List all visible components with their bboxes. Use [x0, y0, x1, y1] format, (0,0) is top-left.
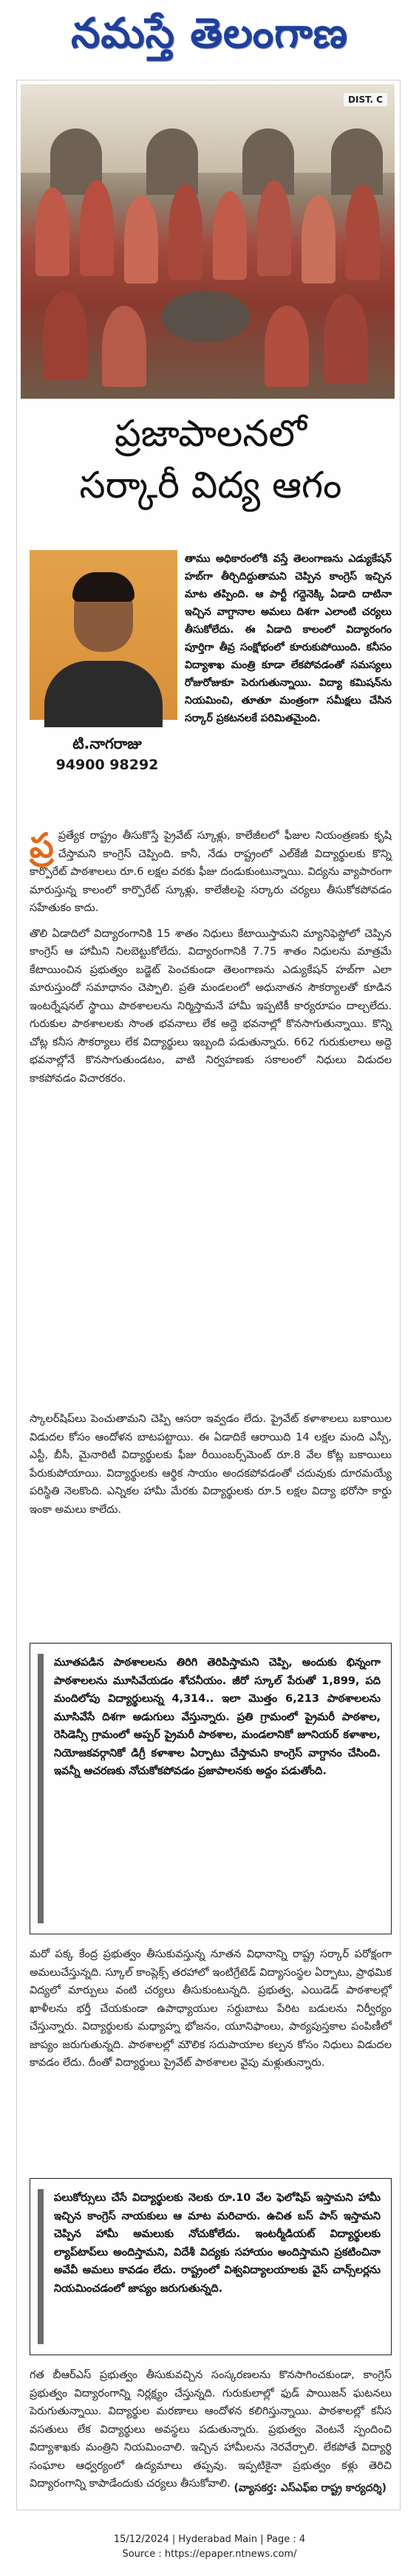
drop-cap: ప్ర [30, 825, 54, 865]
paragraph-1 [30, 827, 392, 918]
highlight-box-2-text: పలుకోర్సులు చేసే విద్యార్థులకు నెలకు రూ.10 వేల ఫెలోషిప్ ఇస్తామని హామీ ఇచ్చిన కాంగ్రెస్ నాయకులు ఆ మాట మరిచారు. ఉచిత బస్ పాస్ ఇస్తామని చెప్పిన హామీ అమలుకు నోచుకోలేదు. ఇంటర్మీడియట్ విద్యార్థులకు ల్యాప్‌టాప్‌లు అందిస్తామని, విదేశీ విద్యకు సహాయం అందిస్తామని ప్రకటించినా అవేవీ అమలు కావడం లేదు. రాష్ట్రంలో విశ్వవిద్యాలయాలకు వైస్ చాన్స్‌లర్లను నియమించడంలో జాప్యం జరుగుతున్నది. [54, 2192, 381, 2295]
author-portrait [30, 550, 177, 720]
footer-source-line: Source : https://epaper.ntnews.com/ [122, 2549, 297, 2560]
body-column-1 [30, 827, 392, 1403]
highlight-bar [38, 1654, 44, 1923]
author-phone: 94900 98292 [55, 757, 159, 773]
paragraph-closing: గత బీఆర్‌ఎస్ ప్రభుత్వం తీసుకువచ్చిన సంస్కరణలను కొనసాగించకుండా, కాంగ్రెస్ ప్రభుత్వం విద్యారంగాన్ని నిర్లక్ష్యం చేస్తున్నది. గురుకులాల్లో ఫుడ్ పాయిజన్ ఘటనలు పెరుగుతున్నాయి. విద్యార్థుల మరణాలు ఆందోళన కలిగిస్తున్నాయి. పాఠశాలల్లో కనీస వసతులు లేక విద్యార్థులు అవస్థలు పడుతున్నారు. ప్రభుత్వం వెంటనే స్పందించి విద్యాశాఖకు మంత్రిని నియమించాలి. ఇచ్చిన హామీలను నెరవేర్చాలి. లేకపోతే విద్యార్థి సంఘాల ఆధ్వర్యంలో ఉద్యమాలు తప్పవు. ఇప్పటికైనా ప్రభుత్వం కళ్లు తెరిచి విద్యారంగాన్ని కాపాడేందుకు చర్యలు తీసుకోవాలి. [30, 2369, 392, 2490]
paragraph-2: తొలి ఏడాదిలో విద్యారంగానికి 15 శాతం నిధులు కేటాయిస్తామని మ్యానిఫెస్టోలో చెప్పిన కాంగ్రెస్ ఆ హామీని నిలబెట్టుకోలేదు. విద్యారంగానికి 7.75 శాతం నిధులను మాత్రమే కేటాయించిన ప్రభుత్వం బడ్జెట్ పెంచకుండా తెలంగాణను ఎడ్యుకేషన్ హబ్‌గా ఎలా మారుస్తుందో సమాధానం చెప్పాలి. ప్రతి మండలంలో అధునాతన సౌకర్యాలతో కూడిన ఇంటర్నేషనల్ స్థాయి పాఠశాలలను నిర్మిస్తామనే హామీ ఇప్పటికీ కార్యరూపం దాల్చలేదు. గురుకుల పాఠశాలలకు సొంత భవనాలు లేక అద్దె భవనాల్లో కొనసాగుతున్నాయి. కొన్ని చోట్ల కనీస సౌకర్యాలు లేక విద్యార్థులు ఇబ్బంది పడుతున్నారు. 662 గురుకులాలు అద్దె భవనాల్లోనే కొనసాగుతుండటం, వాటి నిర్వహణకు సకాలంలో నిధులు విడుదల కాకపోవడం విచారకరం. [30, 927, 392, 1085]
author-signature: (వ్యాసకర్త: ఎస్‌ఎఫ్‌ఐ రాష్ట్ర కార్యదర్శి) [234, 2482, 386, 2494]
headline-line-2: సర్కారీ విద్య ఆగం [79, 464, 342, 506]
masthead-logo: నమస్తే తెలంగాణ [71, 9, 348, 58]
author-name: టి.నాగరాజు [72, 735, 142, 752]
article-photo [21, 84, 395, 399]
paragraph-3: స్కాలర్‌షిప్‌లు పెంచుతామని చెప్పి ఆసరా ఇవ్వడం లేదు. ప్రైవేట్ కళాశాలలు బకాయిల విడుదల కోసం ఆందోళన బాటపట్టాయి. ఈ ఏడాదికే ఆరాయిది 14 లక్షల మంది ఎస్సీ, ఎస్టీ, బీసీ, మైనారిటీ విద్యార్థులకు ఫీజు రీయింబర్స్‌మెంట్ రూ.8 వేల కోట్ల బకాయిలు పేరుకుపోయాయి. విద్యార్థులకు ఆర్థిక సాయం అందకపోవడంతో చదువుకు దూరమయ్యే పరిస్థితి నెలకొంది. ఎన్నికల హామీ మేరకు విద్యార్థులకు రూ.5 లక్షల విద్యా భరోసా కార్డు ఇంకా అమలు కాలేదు. [30, 1413, 392, 1516]
paragraph-1-text: ప్రత్యేక రాష్ట్రం తీసుకొస్తే ప్రైవేట్ స్కూళ్లు, కాలేజీలలో ఫీజుల నియంత్రణకు కృషి చేస్తామని కాంగ్రెస్ చెప్పింది. కానీ, నేడు రాష్ట్రంలో ఎల్‌కేజీ విద్యార్థులకు కొన్ని కార్పొరేట్ పాఠశాలలు రూ.6 లక్షల వరకు ఫీజు దండుకుంటున్నాయి. విద్యను వ్యాపారంగా మారుస్తున్న కాలంలో కార్పొరేట్ స్కూళ్లు, కాలేజీలపై సర్కారు చర్యలు తీసుకోకపోవడం సహేతుకం కాదు. [30, 830, 392, 914]
headline-line-1: ప్రజాపాలనలో [115, 412, 307, 455]
highlight-box-1 [30, 1643, 392, 1934]
highlight-box-1-text: మూతపడిన పాఠశాలలను తిరిగి తెరిపిస్తామని చెప్పి, అందుకు భిన్నంగా పాఠశాలలను మూసివేయడం శోచనీయం. జీరో స్కూల్ పేరుతో 1,899, పది మందిలోపు విద్యార్థులున్న 4,314.. ఇలా మొత్తం 6,213 పాఠశాలలను మూసివేసే దిశగా అడుగులు వేస్తున్నారు. ప్రతి గ్రామంలో ప్రైమరీ పాఠశాల, రెసిడెన్సీ గ్రామంలో అప్పర్ ప్రైమరీ పాఠశాల, మండలానికో జూనియర్ కళాశాల, నియోజకవర్గానికో డిగ్రీ కళాశాల ఏర్పాటు చేస్తామని కాంగ్రెస్ వాగ్దానం చేసింది. ఇవన్నీ ఆచరణకు నోచుకోకపోవడం ప్రజాపాలనకు అద్దం పడుతోంది. [54, 1657, 381, 1777]
paragraph-middle: మరో పక్క కేంద్ర ప్రభుత్వం తీసుకువస్తున్న నూతన విధానాన్ని రాష్ట్ర సర్కార్ పరోక్షంగా అమలుచేస్తున్నది. స్కూల్ కాంప్లెక్స్ తరహాలో ఇంటిగ్రేటెడ్ విద్యాసంస్థల ఏర్పాటు, ప్రాథమిక విద్యలో మార్పులు వంటి చర్యలు తీసుకుంటున్నది. ప్రభుత్వ, ఎయిడెడ్ పాఠశాలల్లో ఖాళీలను భర్తీ చేయకుండా ఉపాధ్యాయుల సర్దుబాటు పేరిట బడులను నిర్వీర్యం చేస్తున్నారు. విద్యార్థులకు మధ్యాహ్న భోజనం, యూనిఫాంలు, పాఠ్యపుస్తకాల పంపిణీలో జాప్యం జరుగుతున్నది. పాఠశాలల్లో మౌలిక సదుపాయాల కల్పన కోసం నిధులు విడుదల కావడం లేదు. దీంతో విద్యార్థులు ప్రైవేట్ పాఠశాలల వైపు మళ్లుతున్నారు. [30, 1948, 392, 2069]
masthead [0, 0, 419, 68]
headline [30, 408, 392, 511]
footer-date-line: 15/12/2024 | Hyderabad Main | Page : 4 [113, 2534, 306, 2545]
highlight-box-2 [30, 2178, 392, 2355]
highlight-bar [38, 2189, 44, 2344]
intro-paragraph: తాము అధికారంలోకి వస్తే తెలంగాణను ఎడ్యుకేషన్ హబ్‌గా తీర్చిదిద్దుతామని చెప్పిన కాంగ్రెస్ ఇచ్చిన మాట తప్పింది. ఆ పార్టీ గద్దెనెక్కి ఏడాది దాటినా ఇచ్చిన వాగ్దానాల అమలు దిశగా ఎలాంటి చర్యలు తీసుకోలేదు. ఈ ఏడాది కాలంలో విద్యారంగం పూర్తిగా తీవ్ర సంక్షోభంలో కూరుకుపోయింది. కనీసం విద్యాశాఖ మంత్రి కూడా లేకపోవడంతో సమస్యలు రోజురోజుకూ పెరుగుతున్నాయి. విద్యా కమిషన్‌ను నియమించి, తూతూ మంత్రంగా సమీక్షలు చేసిన సర్కార్ ప్రకటనలకే పరిమితమైంది. [185, 553, 392, 724]
district-label: DIST. C [344, 93, 387, 106]
